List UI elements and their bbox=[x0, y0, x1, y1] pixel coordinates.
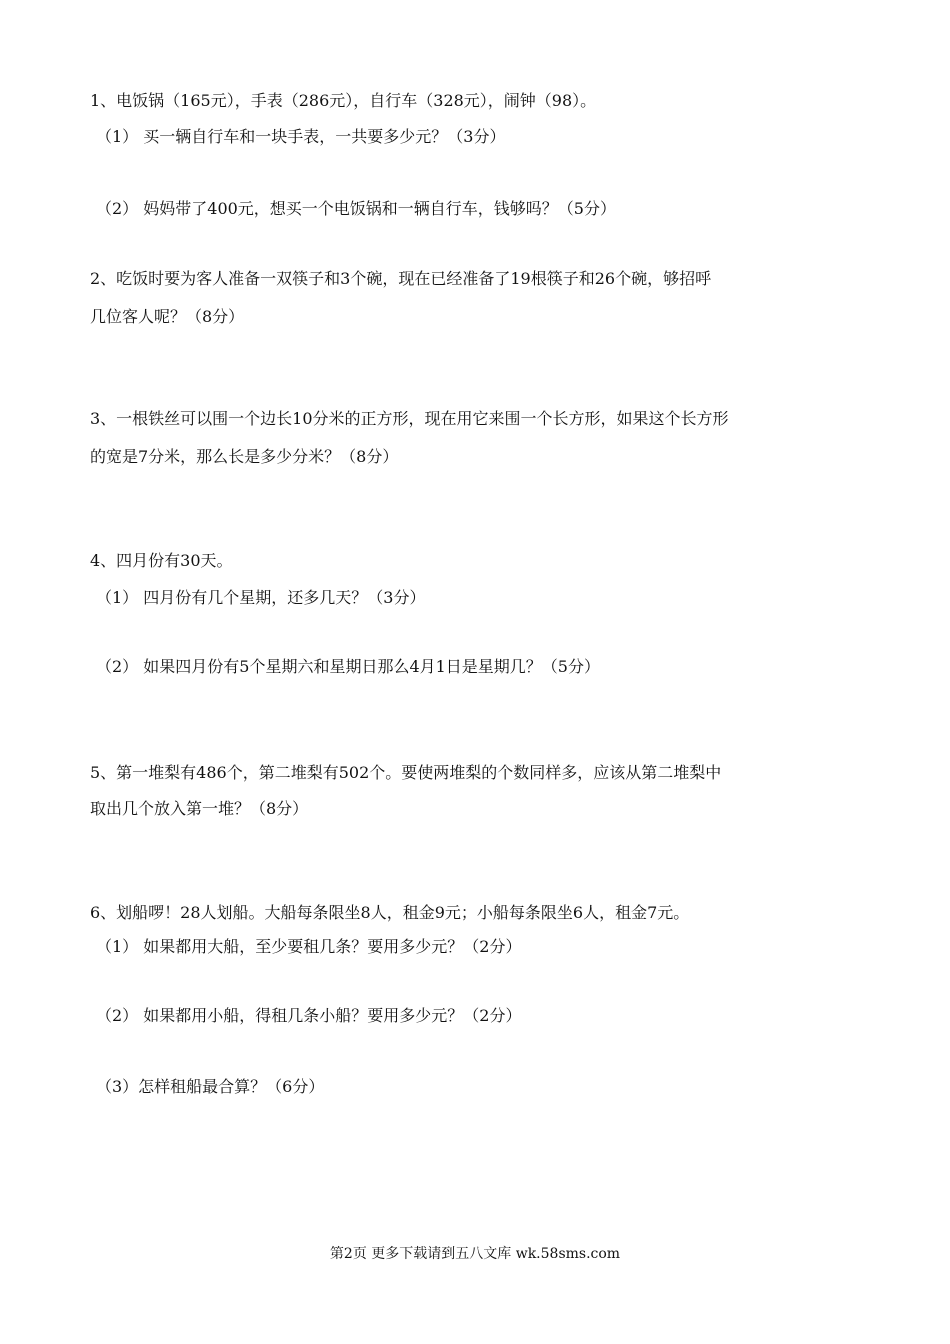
question-1: 1、电饭锅（165元），手表（286元），自行车（328元），闹钟（98）。 bbox=[90, 91, 597, 110]
page-footer: 第2页 更多下载请到五八文库 wk.58sms.com bbox=[329, 1246, 621, 1262]
question-5-line-1: 5、第一堆梨有486个，第二堆梨有502个。要使两堆梨的个数同样多，应该从第二堆梨中 bbox=[90, 763, 722, 782]
question-4: 4、四月份有30天。 bbox=[90, 551, 233, 570]
question-6-part-2: （2） 如果都用小船，得租几条小船？要用多少元？（2分） bbox=[96, 1006, 522, 1025]
question-4-part-2: （2） 如果四月份有5个星期六和星期日那么4月1日是星期几？（5分） bbox=[96, 657, 600, 676]
question-2-line-2: 几位客人呢？（8分） bbox=[90, 307, 245, 326]
question-3-line-2: 的宽是7分米，那么长是多少分米？（8分） bbox=[90, 447, 399, 466]
question-1-part-2: （2） 妈妈带了400元，想买一个电饭锅和一辆自行车，钱够吗？（5分） bbox=[96, 199, 616, 218]
question-4-part-1: （1） 四月份有几个星期，还多几天？（3分） bbox=[96, 588, 426, 607]
question-2-line-1: 2、吃饭时要为客人准备一双筷子和3个碗，现在已经准备了19根筷子和26个碗，够招呼 bbox=[90, 269, 712, 288]
question-3-line-1: 3、一根铁丝可以围一个边长10分米的正方形，现在用它来围一个长方形，如果这个长方形 bbox=[90, 409, 729, 428]
question-6-part-1: （1） 如果都用大船，至少要租几条？要用多少元？（2分） bbox=[96, 937, 522, 956]
question-6-part-3: （3）怎样租船最合算？（6分） bbox=[96, 1077, 325, 1096]
question-1-part-1: （1） 买一辆自行车和一块手表，一共要多少元？（3分） bbox=[96, 127, 506, 146]
question-6: 6、划船啰！28人划船。大船每条限坐8人，租金9元；小船每条限坐6人，租金7元。 bbox=[90, 903, 690, 922]
question-5-line-2: 取出几个放入第一堆？（8分） bbox=[90, 799, 309, 818]
